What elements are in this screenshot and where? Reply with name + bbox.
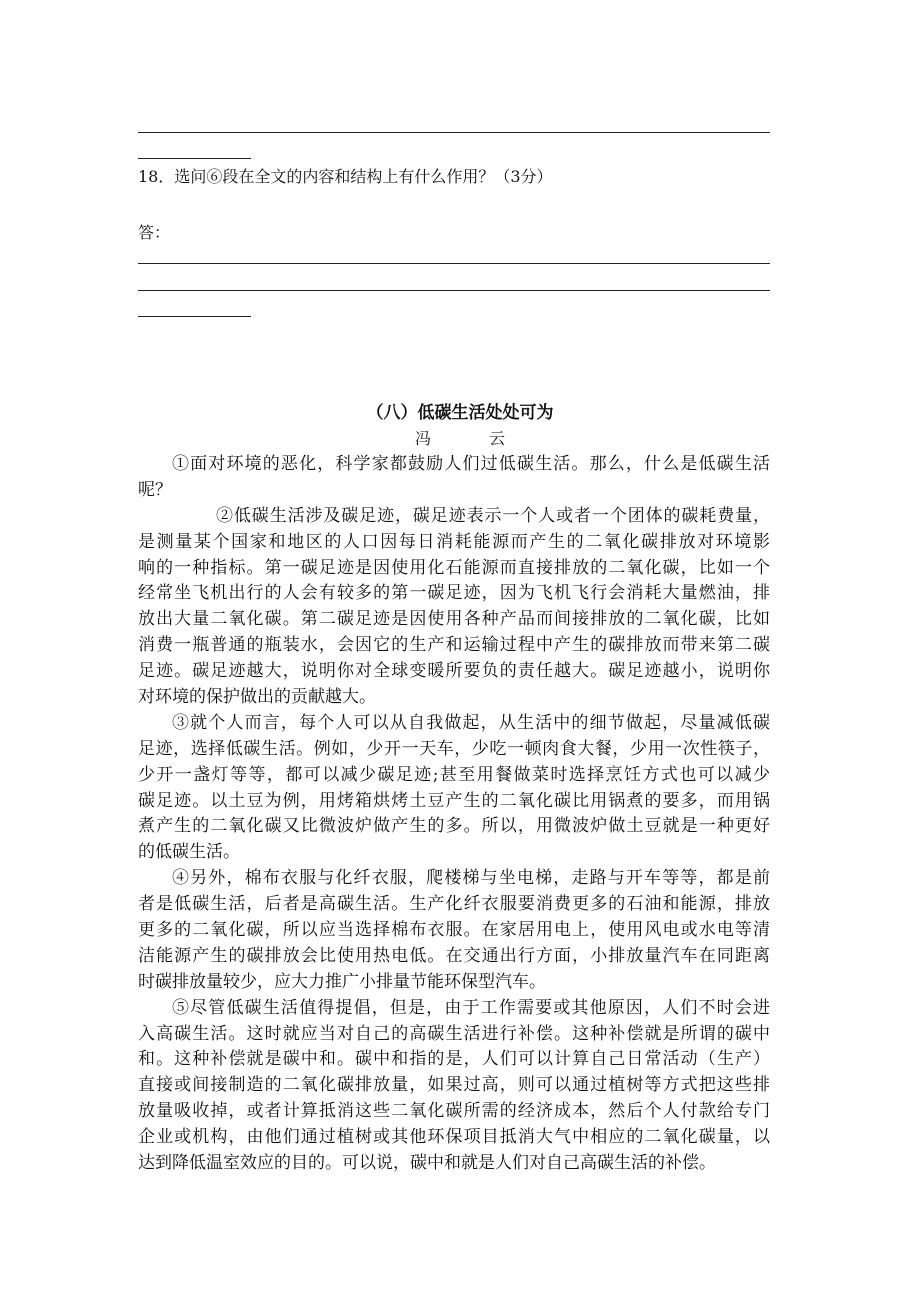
article-line: 和。这种补偿就是碳中和。碳中和指的是，人们可以计算自己日常活动（生产） <box>138 1049 770 1070</box>
article-line: 洁能源产生的碳排放会比使用热电低。在交通出行方面，小排放量汽车在同距离 <box>138 945 770 966</box>
article-author <box>0 426 920 449</box>
article-line: 入高碳生活。这时就应当对自己的高碳生活进行补偿。这种补偿就是所谓的碳中 <box>138 1023 770 1044</box>
answer-line <box>138 263 770 264</box>
article-line: 响的一种指标。第一碳足迹是因使用化石能源而直接排放的二氧化碳，比如一个 <box>138 557 770 578</box>
article-line: 的低碳生活。 <box>138 842 240 863</box>
answer-label: 答： <box>138 223 171 242</box>
author-surname: 冯 <box>414 429 431 448</box>
article-line: 达到降低温室效应的目的。可以说，碳中和就是人们对自己高碳生活的补偿。 <box>138 1153 716 1174</box>
article-line: 经常坐飞机出行的人会有较多的第一碳足迹，因为飞机飞行会消耗大量燃油，排 <box>138 583 770 604</box>
article-line: 煮产生的二氧化碳又比微波炉做产生的多。所以，用微波炉做土豆就是一种更好 <box>138 816 770 837</box>
article-line: 少开一盏灯等等，都可以减少碳足迹;甚至用餐做菜时选择烹饪方式也可以减少 <box>138 764 770 785</box>
article-line: 足迹，选择低碳生活。例如，少开一天车，少吃一顿肉食大餐，少用一次性筷子， <box>138 738 770 759</box>
article-line: ①面对环境的恶化，科学家都鼓励人们过低碳生活。那么，什么是低碳生活 <box>172 454 770 474</box>
article-line: 直接或间接制造的二氧化碳排放量，如果过高，则可以通过植树等方式把这些排 <box>138 1075 770 1096</box>
answer-line <box>138 316 251 317</box>
article-line: 是测量某个国家和地区的人口因每日消耗能源而产生的二氧化碳排放对环境影 <box>138 531 770 552</box>
article-line: 足迹。碳足迹越大，说明你对全球变暖所要负的责任越大。碳足迹越小，说明你 <box>138 661 770 682</box>
article-line: 企业或机构，由他们通过植树或其他环保项目抵消大气中相应的二氧化碳量，以 <box>138 1127 770 1148</box>
answer-line <box>138 290 770 291</box>
article-line: 消费一瓶普通的瓶装水，会因它的生产和运输过程中产生的碳排放而带来第二碳 <box>138 635 770 656</box>
article-line: 呢？ <box>138 479 172 500</box>
article-line: 者是低碳生活，后者是高碳生活。生产化纤衣服要消费更多的石油和能源，排放 <box>138 894 770 915</box>
article-title: （八）低碳生活处处可为 <box>366 403 554 423</box>
author-given-name: 云 <box>489 429 506 448</box>
article-line: ④另外，棉布衣服与化纤衣服，爬楼梯与坐电梯，走路与开车等等，都是前 <box>172 868 770 889</box>
answer-line <box>138 132 770 133</box>
article-line: ③就个人而言，每个人可以从自我做起，从生活中的细节做起，尽量减低碳 <box>172 712 770 733</box>
article-line: 对环境的保护做出的贡献越大。 <box>138 687 376 708</box>
article-line: ⑤尽管低碳生活值得提倡，但是，由于工作需要或其他原因，人们不时会进 <box>172 997 770 1018</box>
article-line: 放量吸收掉，或者计算抵消这些二氧化碳所需的经济成本，然后个人付款给专门 <box>138 1101 770 1122</box>
article-line: ②低碳生活涉及碳足迹，碳足迹表示一个人或者一个团体的碳耗费量， <box>216 505 770 526</box>
article-line: 碳足迹。以土豆为例，用烤箱烘烤土豆产生的二氧化碳比用锅煮的要多，而用锅 <box>138 790 770 811</box>
article-line: 时碳排放量较少，应大力推广小排量节能环保型汽车。 <box>138 971 546 992</box>
article-line: 放出大量二氧化碳。第二碳足迹是因使用各种产品而间接排放的二氧化碳，比如 <box>138 609 770 630</box>
answer-line <box>138 158 251 159</box>
question-18: 18．选问⑥段在全文的内容和结构上有什么作用？（3分） <box>138 167 553 186</box>
article-line: 更多的二氧化碳，所以应当选择棉布衣服。在家居用电上，使用风电或水电等清 <box>138 920 770 941</box>
article-body <box>138 452 770 1177</box>
